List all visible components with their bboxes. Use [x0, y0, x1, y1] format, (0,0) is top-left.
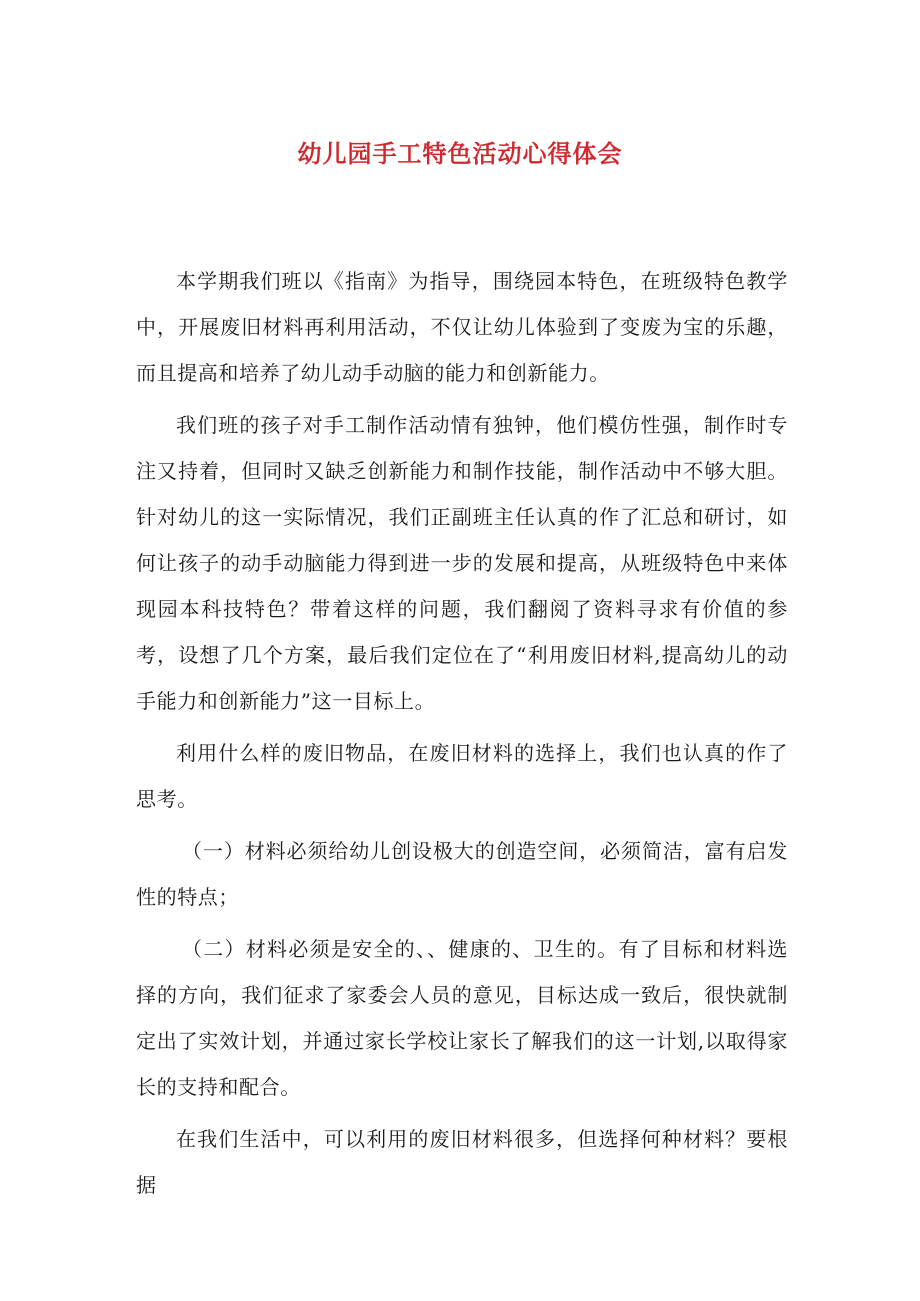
paragraph-intro: 本学期我们班以《指南》为指导，围绕园本特色，在班级特色教学中，开展废旧材料再利用活动，不仅让幼儿体验到了变废为宝的乐趣，而且提高和培养了幼儿动手动脑的能力和创新能力。 — [136, 269, 788, 385]
paragraph-materials-choice: 在我们生活中，可以利用的废旧材料很多，但选择何种材料？要根据 — [136, 1127, 788, 1197]
paragraph-material-question: 利用什么样的废旧物品，在废旧材料的选择上，我们也认真的作了思考。 — [136, 741, 788, 811]
paragraph-item-two: （二）材料必须是安全的、、健康的、卫生的。有了目标和材料选择的方向，我们征求了家委会人员的意见，目标达成一致后，很快就制定出了实效计划，并通过家长学校让家长了解我们的这一计划,以取得家长的支持和配合。 — [136, 937, 788, 1099]
document-body — [136, 258, 788, 1214]
paragraph-situation: 我们班的孩子对手工制作活动情有独钟，他们模仿性强，制作时专注又持着，但同时又缺乏创新能力和制作技能，制作活动中不够大胆。针对幼儿的这一实际情况，我们正副班主任认真的作了汇总和研讨，如何让孩子的动手动脑能力得到进一步的发展和提高，从班级特色中来体现园本科技特色？带着这样的问题，我们翻阅了资料寻求有价值的参考，设想了几个方案，最后我们定位在了“利用废旧材料,提高幼儿的动手能力和创新能力”这一目标上。 — [136, 413, 788, 713]
paragraph-item-one: （一）材料必须给幼儿创设极大的创造空间，必须简洁，富有启发性的特点； — [136, 839, 788, 909]
document-title: 幼儿园手工特色活动心得体会 — [297, 139, 623, 169]
